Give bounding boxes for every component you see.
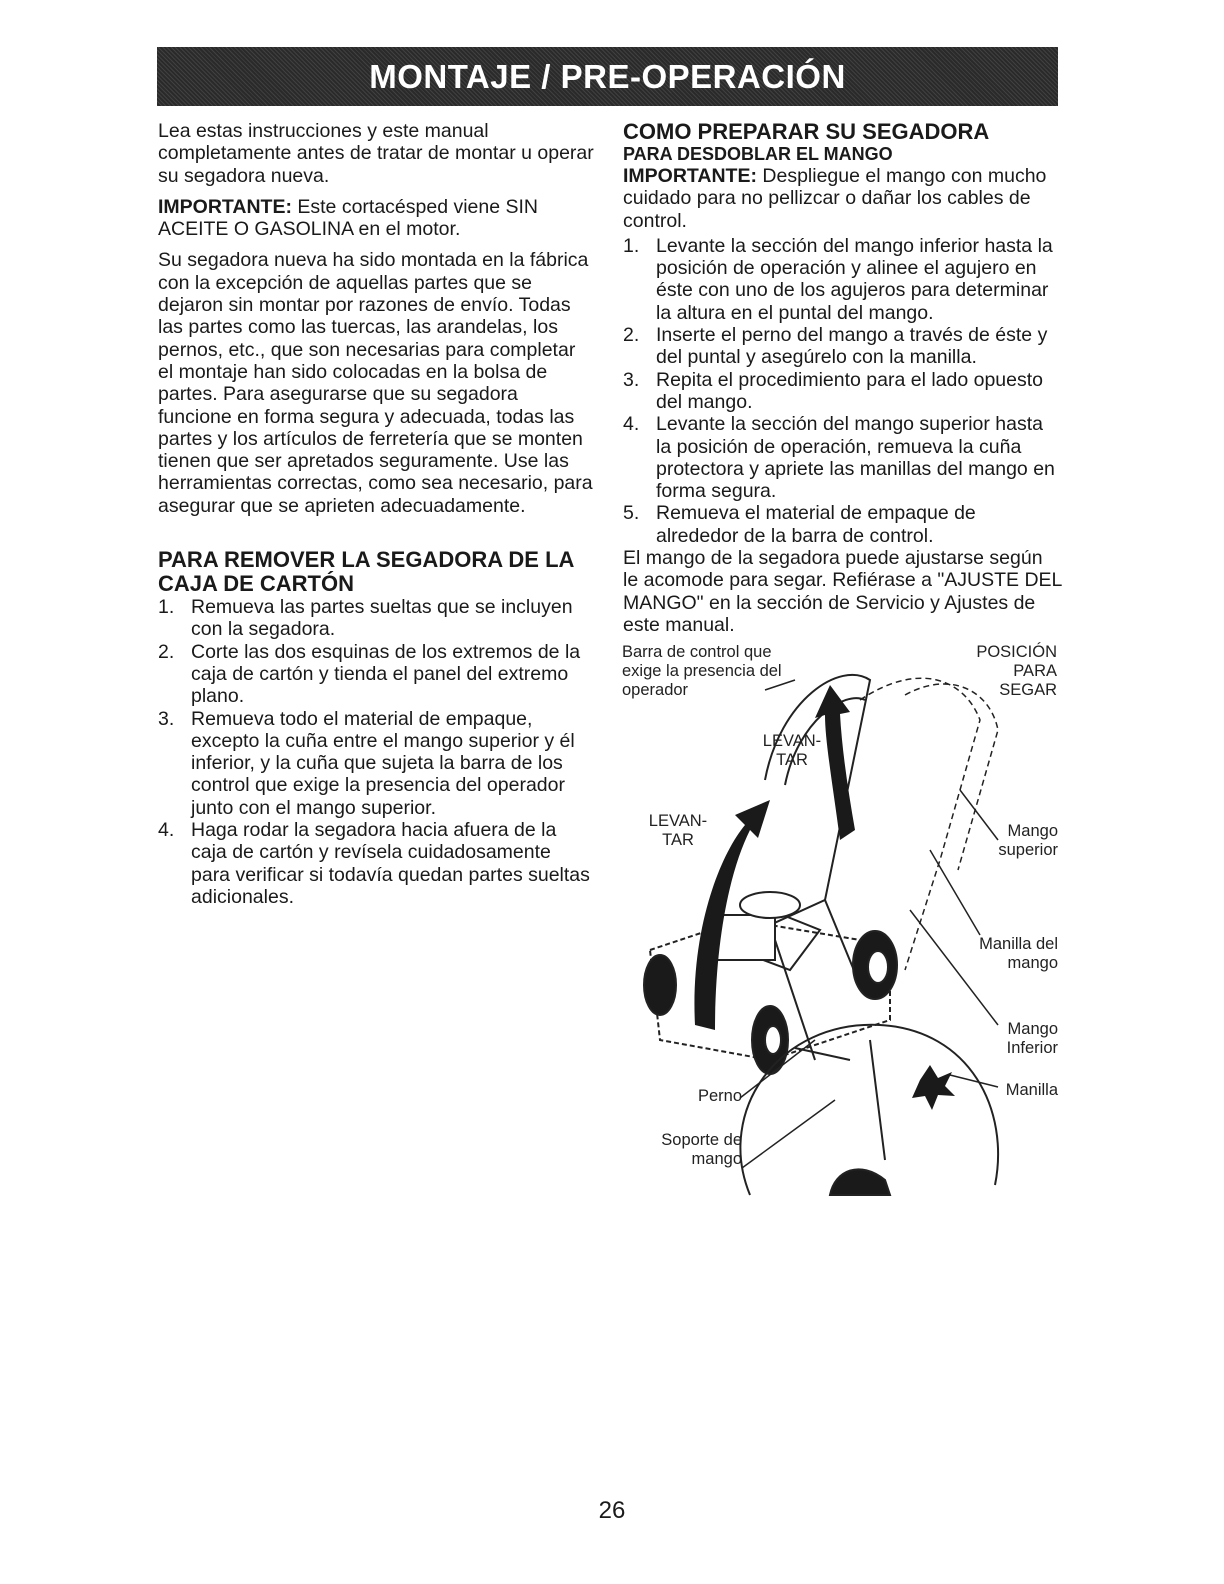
left-column [158, 120, 594, 908]
list-item: 1. Remueva las partes sueltas que se incluyen con la segadora. [158, 596, 573, 641]
right-column [623, 120, 1063, 645]
section-banner [157, 47, 1058, 106]
label-lift-upper: LEVAN- TAR [762, 732, 822, 769]
subsection-heading-unfold: PARA DESDOBLAR EL MANGO [623, 144, 893, 164]
label-mowing-position: POSICIÓN PARA SEGAR [976, 643, 1057, 699]
list-item: 3. Remueva todo el material de empaque, excepto la cuña entre el mango superior y él inferior, y la cuña que sujeta la barra de los control que exige la presencia del operador junto con el mango superior. [158, 707, 575, 819]
label-upper-handle: Mango superior [998, 822, 1058, 859]
important-label: IMPORTANTE: [623, 165, 757, 187]
label-bracket: Soporte de mango [661, 1131, 742, 1168]
remove-steps-list [158, 596, 594, 908]
label-handle-knob: Manilla del mango [979, 935, 1058, 972]
important-label: IMPORTANTE: [158, 195, 292, 218]
label-lower-handle: Mango Inferior [1006, 1020, 1058, 1057]
label-lift-lower: LEVAN- TAR [648, 812, 708, 849]
label-knob: Manilla [1005, 1081, 1058, 1099]
important-note [623, 165, 1063, 232]
list-item: 4. Haga rodar la segadora hacia afuera de la caja de cartón y revísela cuidadosamente para verificar si todavía quedan partes sueltas adicionales. [158, 819, 590, 908]
page-title: MONTAJE / PRE-OPERACIÓN [369, 57, 846, 95]
mower-drawing [620, 640, 1065, 1200]
knob-icon [912, 1065, 955, 1110]
important-note [158, 196, 594, 241]
list-item: 4. Levante la sección del mango superior hasta la posición de operación, remueva la cuña protectora y apriete las manillas del mango en forma segura. [623, 413, 1055, 503]
list-item: 2. Corte las dos esquinas de los extremos de la caja de cartón y tienda el panel del extremo plano. [158, 640, 581, 708]
section-heading-remove: PARA REMOVER LA SEGADORA DE LA CAJA DE CARTÓN [158, 547, 574, 597]
important-text: Este cortacésped viene SIN ACEITE O GASOLINA en el motor. [158, 195, 539, 241]
section-heading-prepare: COMO PREPARAR SU SEGADORA [623, 119, 990, 144]
page-number: 26 [598, 1497, 626, 1524]
list-item: 1. Levante la sección del mango inferior hasta la posición de operación y alinee el agujero en éste con uno de los agujeros para determinar la altura en el puntal del mango. [623, 234, 1053, 324]
list-item: 5. Remueva el material de empaque de alrededor de la barra de control. [623, 502, 976, 547]
assembly-paragraph: Su segadora nueva ha sido montada en la fábrica con la excepción de aquellas partes que se dejaron sin montar por razones de envío. Todas las partes como las tuercas, las arandelas, los pernos, etc., que son necesarias para completar el montaje han sido colocadas en la bolsa de partes. Para asegurarse que su segadora funcione en forma segura y adecuada, todas las partes y los artículos de ferretería que se monten tienen que ser apretados seguramente. Use las herramientas correctas, como sea necesario, para asegurar que se aprieten adecuadamente. [158, 249, 593, 517]
label-control-bar: Barra de control que exige la presencia del operador [622, 643, 782, 699]
unfold-steps-list [623, 235, 1063, 547]
list-item: 3. Repita el procedimiento para el lado opuesto del mango. [623, 368, 1044, 413]
closing-paragraph: El mango de la segadora puede ajustarse según le acomode para segar. Refiérase a "AJUSTE DEL MANGO" en la sección de Servicio y Ajustes de este manual. [623, 547, 1062, 636]
important-text: Despliegue el mango con mucho cuidado para no pellizcar o dañar los cables de control. [623, 165, 1047, 232]
list-item: 2. Inserte el perno del mango a través de éste y del puntal y asegúrelo con la manilla. [623, 324, 1048, 369]
intro-paragraph: Lea estas instrucciones y este manual completamente antes de tratar de montar u operar su segadora nueva. [158, 120, 594, 187]
label-bolt: Perno [697, 1087, 742, 1105]
handle-unfold-illustration [620, 640, 1065, 1200]
